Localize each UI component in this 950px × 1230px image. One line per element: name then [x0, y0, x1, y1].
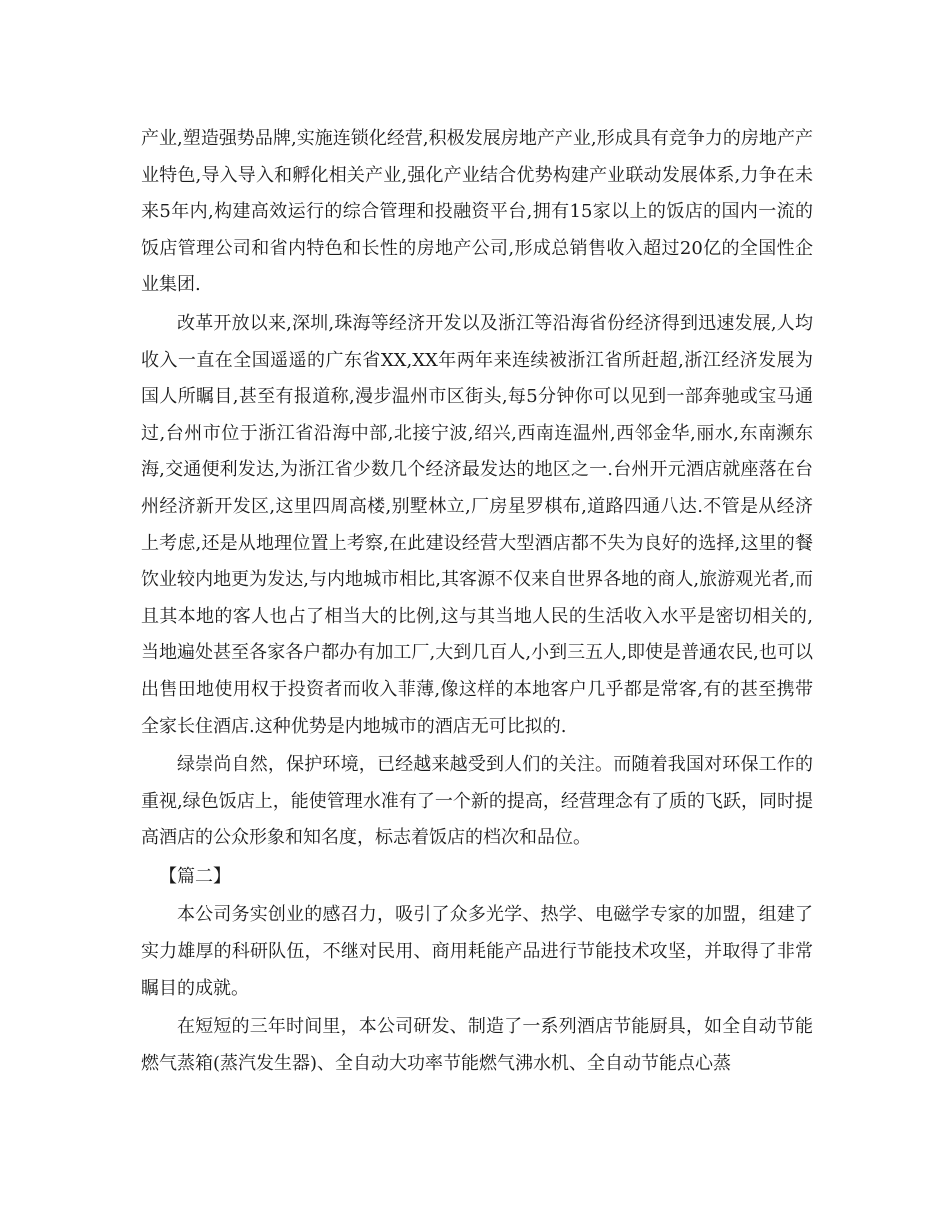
paragraph-1: 产业,塑造强势品牌,实施连锁化经营,积极发展房地产产业,形成具有竞争力的房地产产业特色,导入导入和孵化相关产业,强化产业结合优势构建产业联动发展体系,力争在未来5年内,构建高效运行的综合管理和投融资平台,拥有15家以上的饭店的国内一流的饭店管理公司和省内特色和长性的房地产公司,形成总销售收入超过20亿的全国性企业集团. [141, 128, 813, 296]
section-heading: 【篇二】 [159, 865, 231, 887]
paragraph-2: 改革开放以来,深圳,珠海等经济开发以及浙江等沿海省份经济得到迅速发展,人均收入一直在全国遥遥的广东省XX,XX年两年来连续被浙江省所赶超,浙江经济发展为国人所瞩目,甚至有报道称,漫步温州市区街头,每5分钟你可以见到一部奔驰或宝马通过,台州市位于浙江省沿海中部,北接宁波,绍兴,西南连温州,西邻金华,丽水,东南濒东海,交通便利发达,为浙江省少数几个经济最发达的地区之一.台州开元酒店就座落在台州经济新开发区,这里四周高楼,别墅林立,厂房星罗棋布,道路四通八达.不管是从经济上考虑,还是从地理位置上考察,在此建设经营大型酒店都不失为良好的选择,这里的餐饮业较内地更为发达,与内地城市相比,其客源不仅来自世界各地的商人,旅游观光者,而且其本地的客人也占了相当大的比例,这与其当地人民的生活收入水平是密切相关的,当地遍处甚至各家各户都办有加工厂,大到几百人,小到三五人,即使是普通农民,也可以出售田地使用权于投资者而收入菲薄,像这样的本地客户几乎都是常客,有的甚至携带全家长住酒店.这种优势是内地城市的酒店无可比拟的. [141, 312, 813, 737]
paragraph-4: 本公司务实创业的感召力，吸引了众多光学、热学、电磁学专家的加盟，组建了实力雄厚的科研队伍，不继对民用、商用耗能产品进行节能技术攻坚，并取得了非常瞩目的成就。 [141, 904, 813, 999]
document-page [141, 121, 813, 1082]
paragraph-3: 绿崇尚自然，保护环境，已经越来越受到人们的关注。而随着我国对环保工作的重视,绿色饭店上，能使管理水准有了一个新的提高，经营理念有了质的飞跃，同时提高酒店的公众形象和知名度，标志着饭店的档次和品位。 [141, 754, 813, 849]
paragraph-5: 在短短的三年时间里，本公司研发、制造了一系列酒店节能厨具，如全自动节能燃气蒸箱(蒸汽发生器)、全自动大功率节能燃气沸水机、全自动节能点心蒸 [141, 1016, 813, 1074]
